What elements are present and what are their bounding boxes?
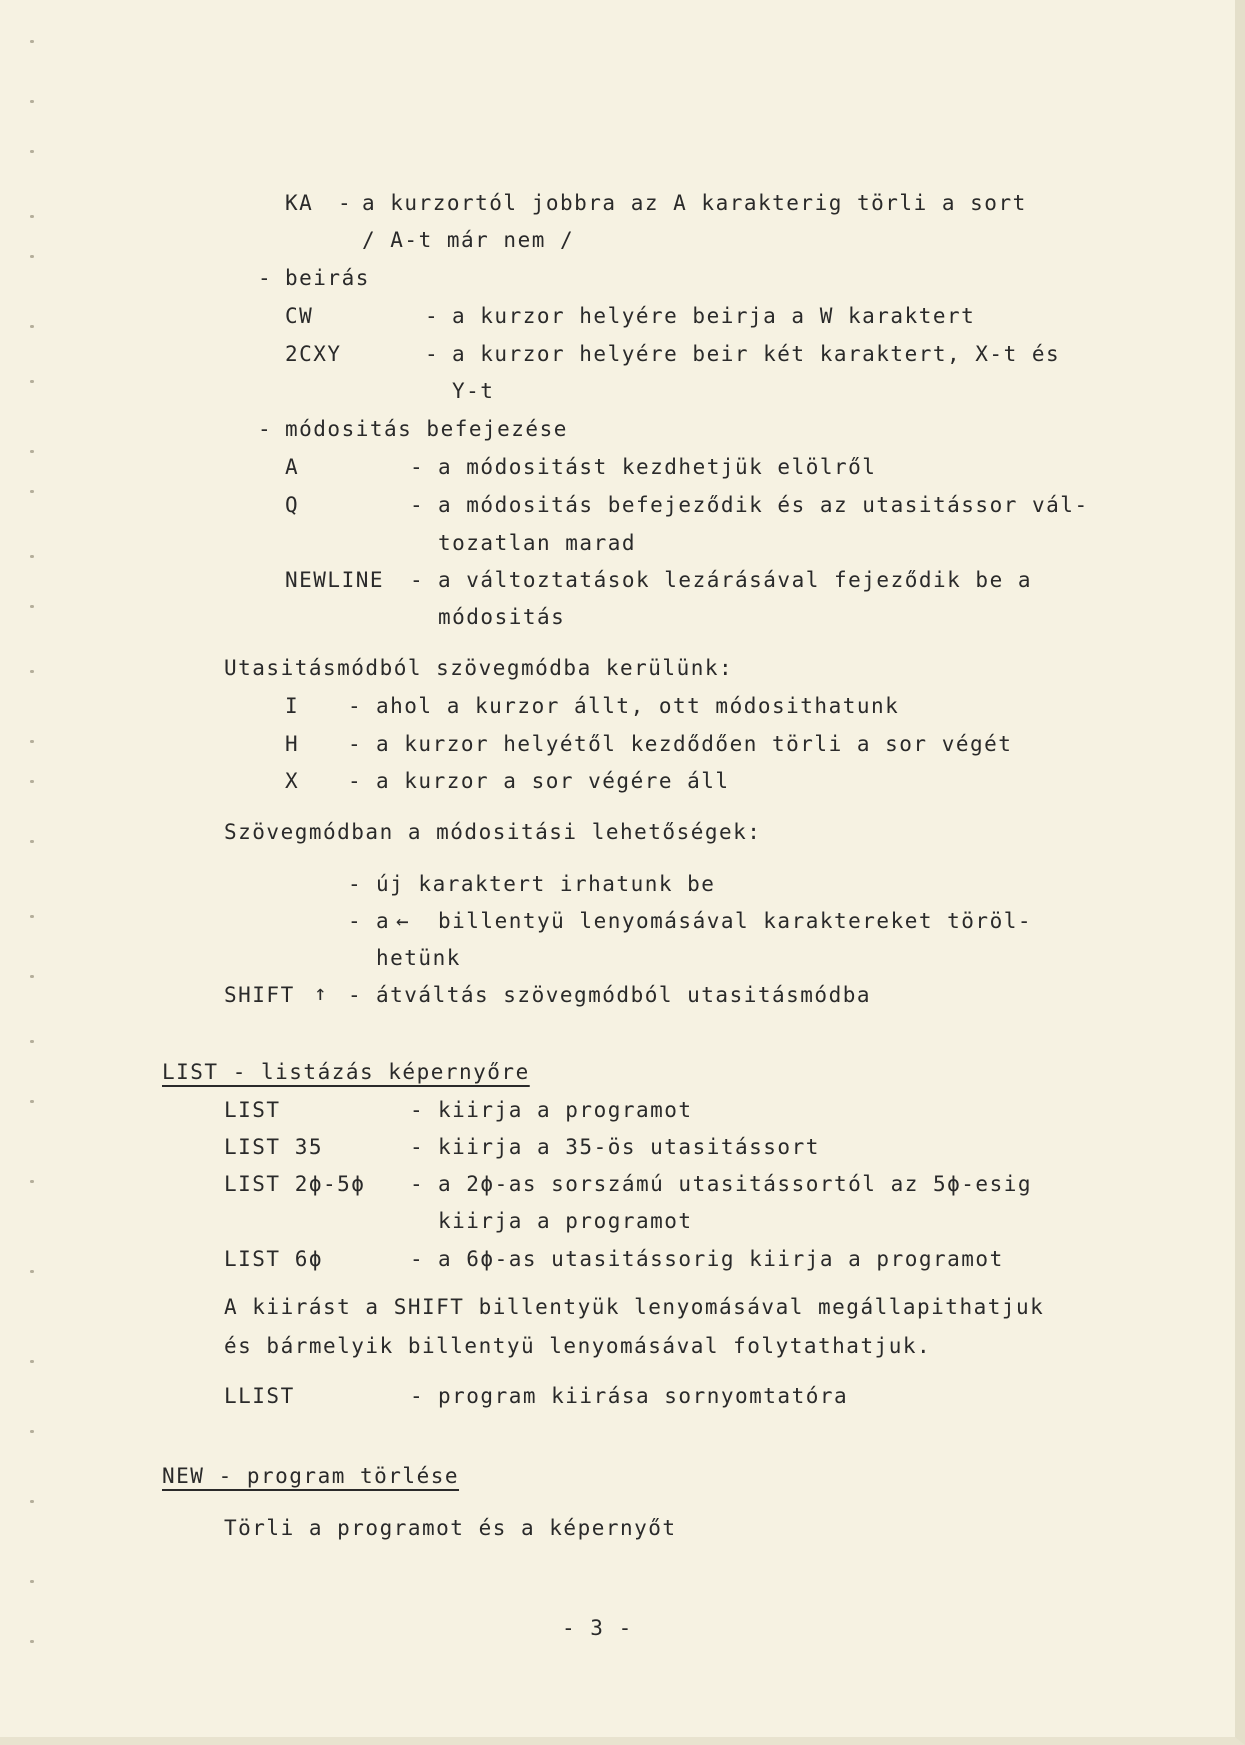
list-row-text: a 6ϕ-as utasitássorig kiirja a programot xyxy=(438,1247,1004,1271)
dash: - xyxy=(348,732,363,756)
dash: - xyxy=(410,1172,425,1196)
dash: - xyxy=(410,493,425,517)
cmd-newline-text: a változtatások lezárásával fejeződik be a xyxy=(438,568,1033,592)
bullet-billentyu-text: billentyü lenyomásával karaktereket töröl- xyxy=(438,909,1033,933)
cmd-ka-text: a kurzortól jobbra az A karakterig törli a sort xyxy=(362,191,1027,215)
dash: - xyxy=(410,1135,425,1159)
page-number: - 3 - xyxy=(562,1616,633,1640)
section-utasitasmodbol: Utasitásmódból szövegmódba kerülünk: xyxy=(224,656,734,680)
cmd-shift-text: átváltás szövegmódból utasitásmódba xyxy=(376,983,872,1007)
dash: - xyxy=(348,983,363,1007)
bullet-billentyu-cont: hetünk xyxy=(376,946,461,970)
cmd-q-text: a módositás befejeződik és az utasitássor vál- xyxy=(438,493,1089,517)
dash: - xyxy=(258,417,273,441)
dash: - xyxy=(410,1098,425,1122)
list-row-code: LIST 35 xyxy=(224,1135,324,1159)
list-row-code: LIST 2ϕ-5ϕ xyxy=(224,1172,366,1196)
dash: - xyxy=(410,1247,425,1271)
list-row-code: LIST xyxy=(224,1098,281,1122)
bullet-a-prefix: a xyxy=(376,909,391,933)
list-paragraph-1: A kiirást a SHIFT billentyük lenyomásával megállapithatjuk xyxy=(224,1295,1045,1319)
dash: - xyxy=(338,191,353,215)
cmd-ka-code: KA xyxy=(285,191,314,215)
dash: - xyxy=(410,568,425,592)
dash: - xyxy=(348,872,363,896)
section-szovegmodban: Szövegmódban a módositási lehetőségek: xyxy=(224,820,762,844)
section-beiras: beirás xyxy=(285,266,370,290)
list-row-text: kiirja a programot xyxy=(438,1098,693,1122)
list-row-text: kiirja a 35-ös utasitássort xyxy=(438,1135,820,1159)
cmd-a-code: A xyxy=(285,455,300,479)
cmd-ka-note: / A-t már nem / xyxy=(362,228,575,252)
dash: - xyxy=(348,694,363,718)
cmd-i-code: I xyxy=(285,694,300,718)
cmd-llist-text: program kiirása sornyomtatóra xyxy=(438,1384,849,1408)
cmd-cw-text: a kurzor helyére beirja a W karaktert xyxy=(452,304,976,328)
list-row-cont: kiirja a programot xyxy=(438,1209,693,1233)
up-arrow-icon: ↑ xyxy=(314,981,329,1005)
cmd-a-text: a módositást kezdhetjük elölről xyxy=(438,455,877,479)
list-row-code: LIST 6ϕ xyxy=(224,1247,324,1271)
list-paragraph-2: és bármelyik billentyü lenyomásával folytathatjuk. xyxy=(224,1334,932,1358)
cmd-2cxy-code: 2CXY xyxy=(285,342,342,366)
cmd-2cxy-cont: Y-t xyxy=(452,379,495,403)
cmd-cw-code: CW xyxy=(285,304,314,328)
heading-new: NEW - program törlése xyxy=(162,1464,460,1488)
dash: - xyxy=(425,304,440,328)
cmd-newline-code: NEWLINE xyxy=(285,568,385,592)
dash: - xyxy=(410,1384,425,1408)
cmd-q-code: Q xyxy=(285,493,300,517)
heading-list: LIST - listázás képernyőre xyxy=(162,1060,530,1084)
left-arrow-icon: ← xyxy=(396,909,411,933)
cmd-2cxy-text: a kurzor helyére beir két karaktert, X-t és xyxy=(452,342,1061,366)
cmd-h-code: H xyxy=(285,732,300,756)
dash: - xyxy=(410,455,425,479)
new-text: Törli a programot és a képernyőt xyxy=(224,1516,677,1540)
section-modositas-befejezese: módositás befejezése xyxy=(285,417,568,441)
dash: - xyxy=(425,342,440,366)
binding-holes xyxy=(30,40,40,1700)
list-row-text: a 2ϕ-as sorszámú utasitássortól az 5ϕ-esig xyxy=(438,1172,1033,1196)
dash: - xyxy=(348,909,363,933)
cmd-q-cont: tozatlan marad xyxy=(438,531,637,555)
cmd-h-text: a kurzor helyétől kezdődően törli a sor végét xyxy=(376,732,1013,756)
cmd-i-text: ahol a kurzor állt, ott módosithatunk xyxy=(376,694,900,718)
cmd-x-code: X xyxy=(285,769,300,793)
dash: - xyxy=(258,266,273,290)
dash: - xyxy=(348,769,363,793)
cmd-shift-code: SHIFT xyxy=(224,983,295,1007)
cmd-x-text: a kurzor a sor végére áll xyxy=(376,769,730,793)
bullet-uj-karakter: új karaktert irhatunk be xyxy=(376,872,716,896)
cmd-llist-code: LLIST xyxy=(224,1384,295,1408)
cmd-newline-cont: módositás xyxy=(438,605,566,629)
